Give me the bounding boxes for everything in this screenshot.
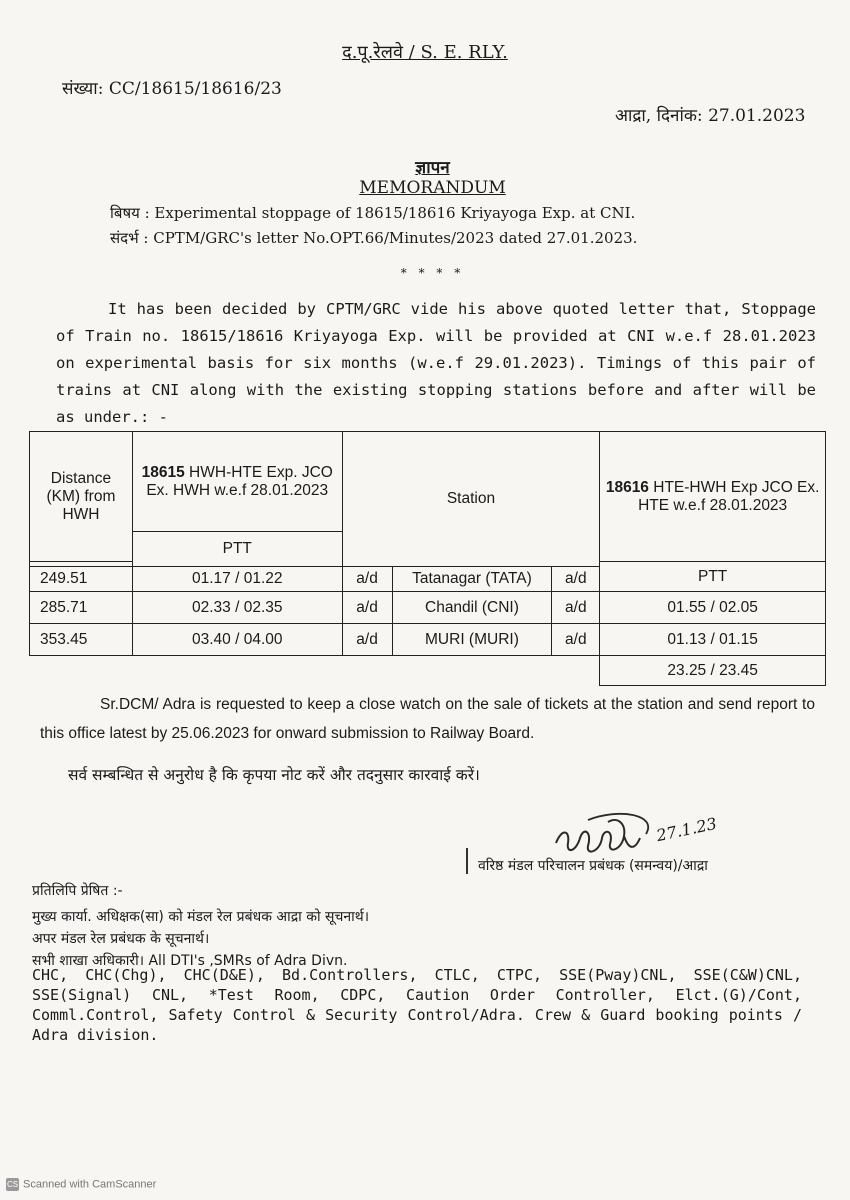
organization-header: द.पू.रेलवे / S. E. RLY. [342,42,508,63]
distance-cell: 353.45 [30,624,133,656]
signature-date: 27.1.23 [654,813,719,846]
ad-label: a/d [552,624,600,656]
title-hindi: ज्ञापन [415,158,450,178]
place-date: आद्रा, दिनांक: 27.01.2023 [615,106,806,126]
distance-header: Distance (KM) from HWH [30,432,133,562]
train-18615-header [132,432,342,532]
ptt-label-2: PTT [600,562,826,592]
copy-line: अपर मंडल रेल प्रबंधक के सूचनार्थ। [32,931,210,947]
copy-line: मुख्य कार्या. अधिक्षक(सा) को मंडल रेल प्रबंधक आद्रा को सूचनार्थ। [32,909,370,925]
train-18616-desc: HTE-HWH Exp JCO Ex. HTE w.e.f 28.01.2023 [638,478,820,514]
time-18616: 23.25 / 23.45 [600,656,826,686]
station-name: Chandil (CNI) [392,592,552,624]
distance-cell: 285.71 [30,592,133,624]
time-18615: 03.40 / 04.00 [132,624,342,656]
ad-label: a/d [552,592,600,624]
camscanner-logo: CS [6,1180,19,1189]
ad-label: a/d [552,567,600,592]
train-18616-header [600,432,826,562]
table-spacer [30,656,600,686]
designation: वरिष्ठ मंडल परिचालन प्रबंधक (समन्वय)/आद्रा [478,858,708,874]
title-memorandum: MEMORANDUM [359,178,506,198]
reference-number: संख्या: CC/18615/18616/23 [62,79,282,99]
time-18615: 02.33 / 02.35 [132,592,342,624]
distance-cell: 249.51 [30,567,133,592]
timings-table [29,431,826,686]
divider-mark [466,848,468,874]
time-18615: 01.17 / 01.22 [132,567,342,592]
copy-heading: प्रतिलिपि प्रेषित :- [32,883,123,899]
hindi-request: सर्व सम्बन्धित से अनुरोध है कि कृपया नोट करें और तदनुसार कारवाई करें। [68,766,480,784]
distribution-list: CHC, CHC(Chg), CHC(D&E), Bd.Controllers, CTLC, CTPC, SSE(Pway)CNL, SSE(C&W)CNL, SSE(Signal) CNL, *Test Room, CDPC, Caution Order Controller, Elct.(G)/Cont, Comml.Control, Safety Control & Security Control/Adra. Crew & Guard booking points / Adra division. [32,966,802,1044]
body-paragraph-1: It has been decided by CPTM/GRC vide his above quoted letter that, Stoppage of Train no. 18615/18616 Kriyayoga Exp. will be provided at CNI w.e.f 28.01.2023 on experimental basis for six months (w.e.f 29.01.2023). Timings of this pair of trains at CNI along with the existing stopping stations before and after will be as under.: - [56,300,816,426]
time-18616: 01.13 / 01.15 [600,624,826,656]
ad-label: a/d [342,592,392,624]
camscanner-text: Scanned with CamScanner [23,1178,157,1191]
copy-line: सभी शाखा अधिकारी। All DTI's ,SMRs of Adra Divn. [32,953,348,969]
time-18616: 01.55 / 02.05 [600,592,826,624]
train-18615-number: 18615 [141,463,185,481]
station-name: Tatanagar (TATA) [392,567,552,592]
train-18615-desc: HWH-HTE Exp. JCO Ex. HWH w.e.f 28.01.2023 [146,463,333,499]
body-paragraph-2: Sr.DCM/ Adra is requested to keep a close watch on the sale of tickets at the station and send report to this office latest by 25.06.2023 for onward submission to Railway Board. [40,696,815,742]
ad-label: a/d [342,567,392,592]
station-header: Station [342,432,600,567]
reference-line: संदर्भ : CPTM/GRC's letter No.OPT.66/Minutes/2023 dated 27.01.2023. [110,229,638,247]
ad-label: a/d [342,624,392,656]
copy-to-block [32,880,369,972]
ptt-label-1: PTT [132,532,342,567]
camscanner-watermark [6,1178,156,1191]
subject-line: बिषय : Experimental stoppage of 18615/18616 Kriyayoga Exp. at CNI. [110,204,636,222]
separator: * * * * [400,266,465,280]
train-18616-number: 18616 [605,478,649,496]
station-name: MURI (MURI) [392,624,552,656]
